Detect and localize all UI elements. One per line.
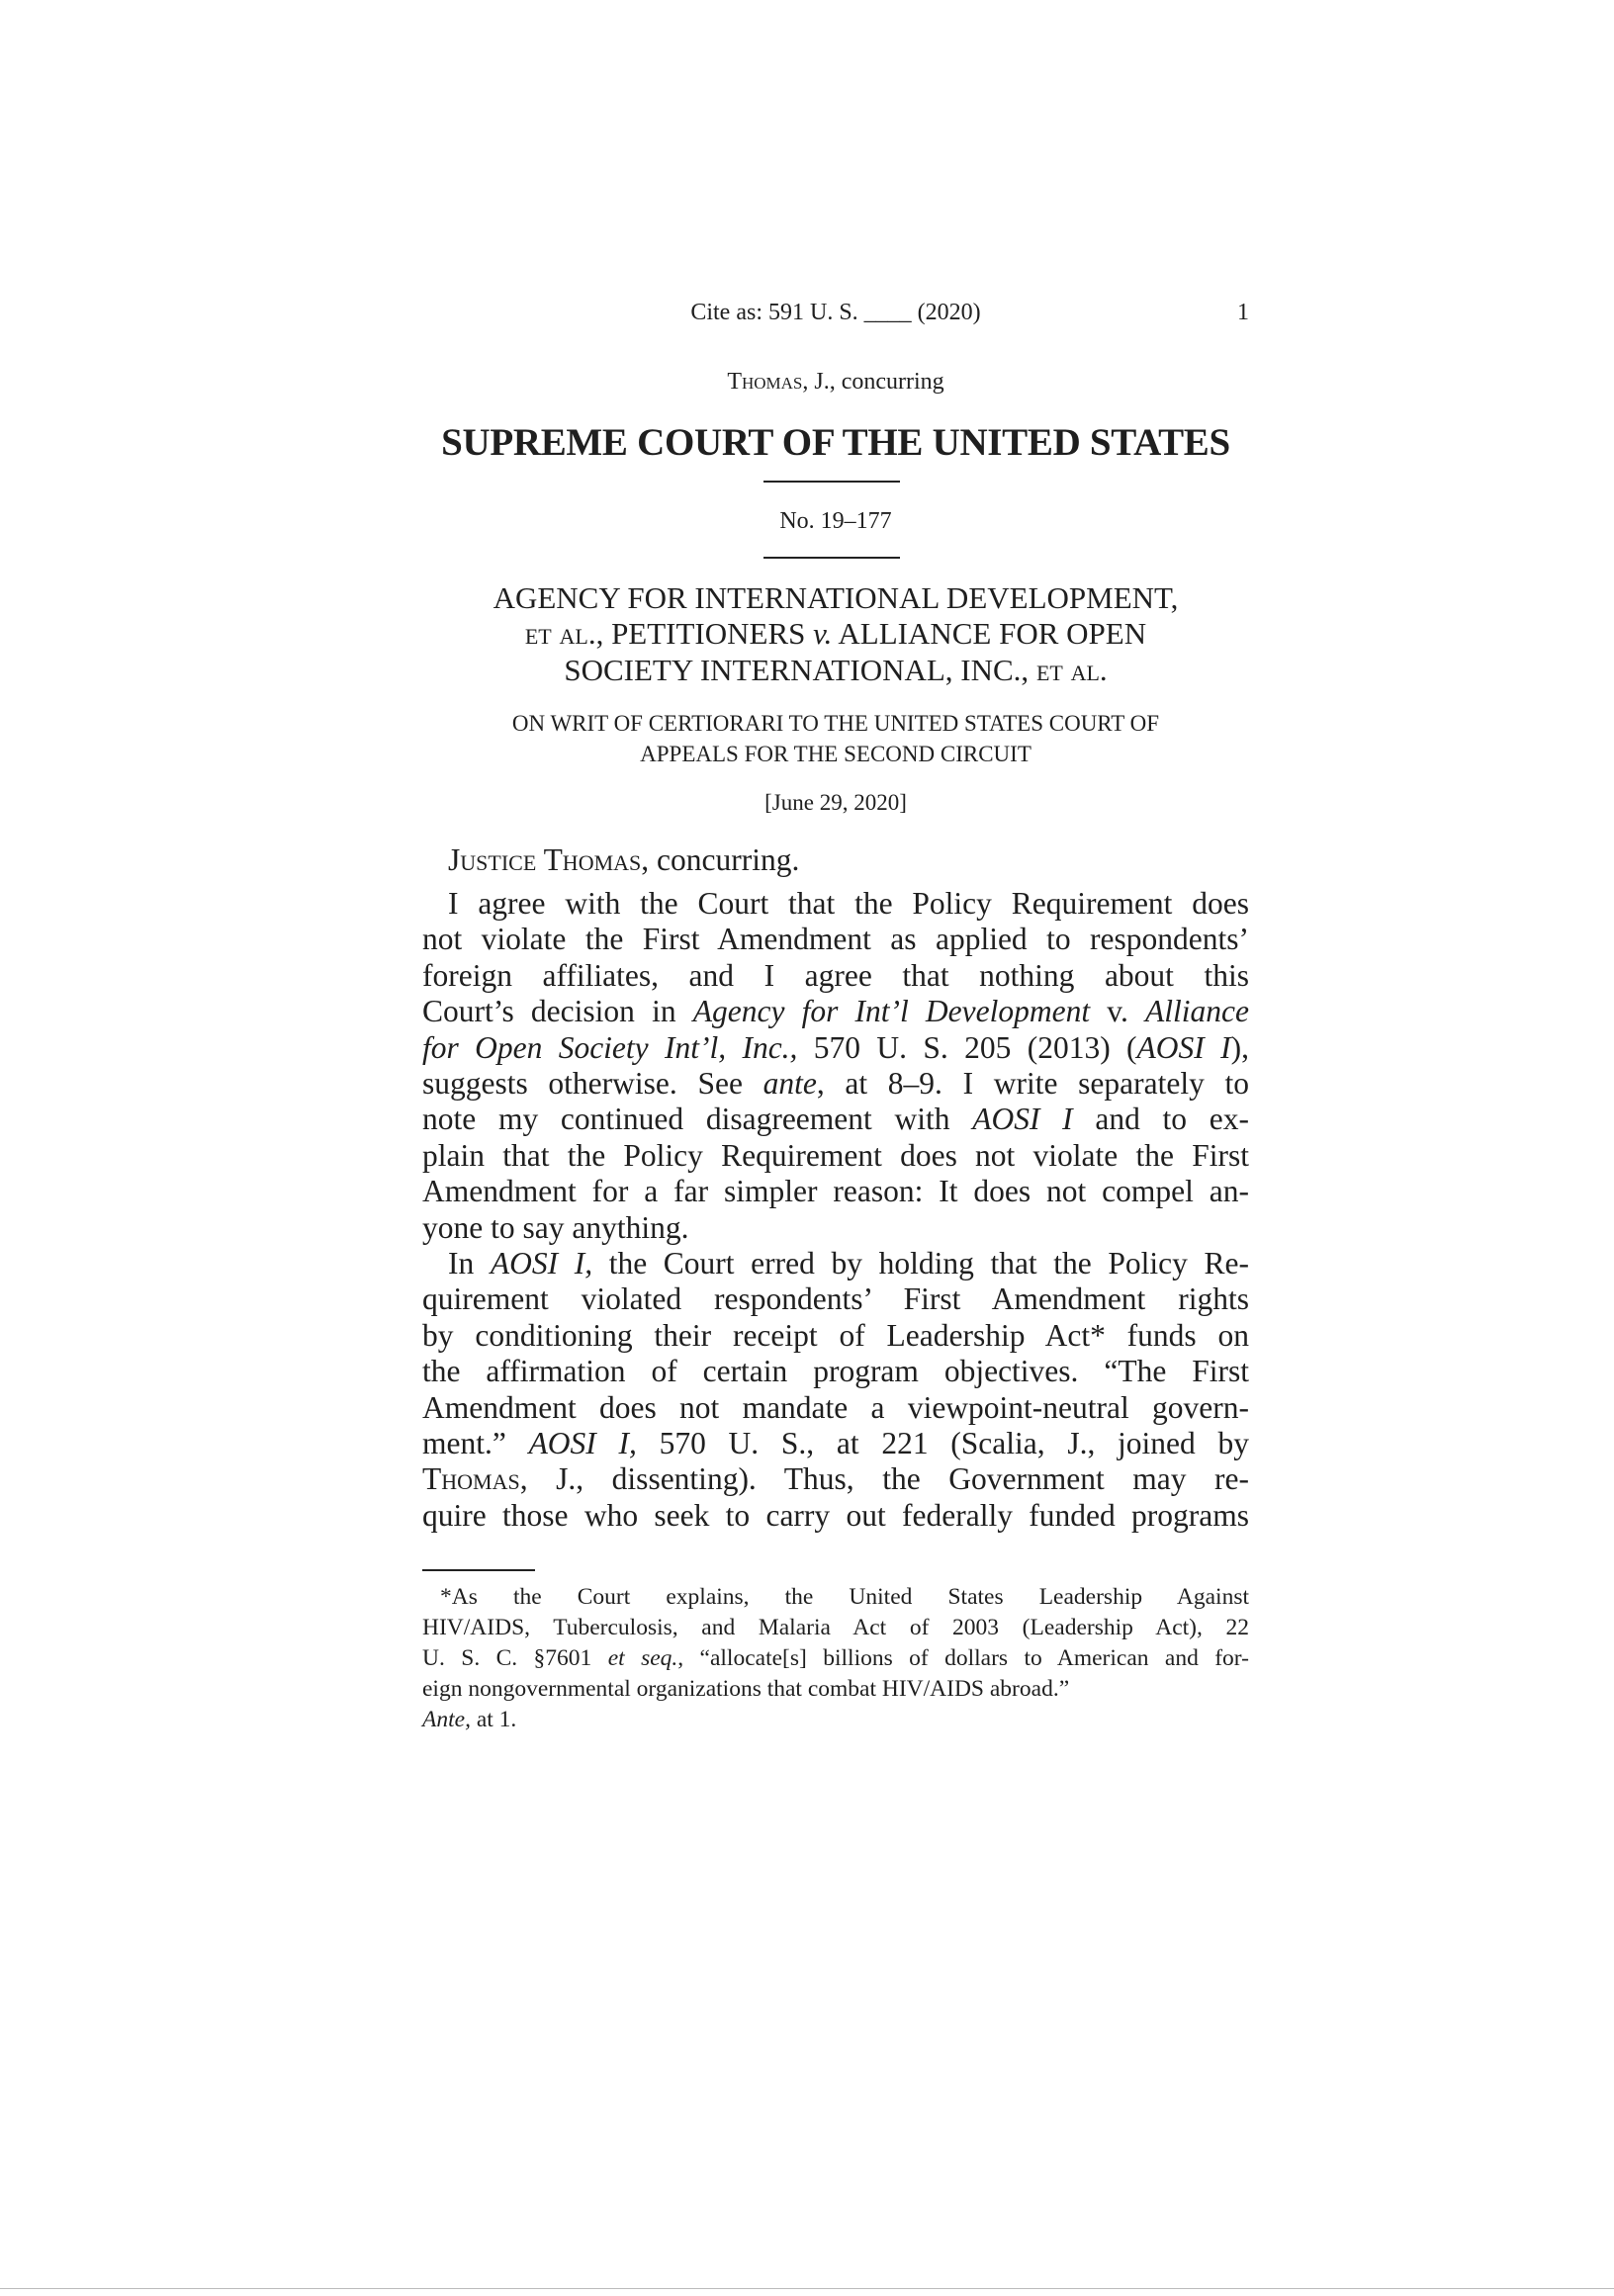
et-al: et al.: [524, 616, 596, 651]
text-segment: ment.”: [422, 1426, 529, 1460]
body-line: [422, 994, 1249, 1029]
opening-text: , concurring.: [641, 842, 800, 877]
text-segment: v.: [1090, 994, 1146, 1029]
docket-number: No. 19–177: [779, 508, 892, 534]
body-line: [422, 1138, 1249, 1174]
et-al: et al.: [1035, 653, 1108, 687]
opinion-type: , J., concurring: [802, 369, 944, 395]
italic-text: for Open Society Int’l, Inc.,: [422, 1029, 798, 1065]
text-segment: , “allocate[s] billions of dollars to American and for-: [677, 1645, 1249, 1671]
italic-text: AOSI I: [972, 1102, 1073, 1137]
body-line: [422, 1390, 1249, 1426]
text-segment: foreign affiliates, and I agree that nothing about this: [422, 957, 1249, 993]
footnote-line: [422, 1613, 1249, 1643]
divider: [763, 481, 900, 483]
text-segment: U. S. C. §7601: [422, 1645, 608, 1671]
text-segment: suggests otherwise. See: [422, 1066, 763, 1101]
text-segment: quirement violated respondents’ First Amendment rights: [422, 1281, 1249, 1317]
text-segment: plain that the Policy Requirement does not violate the First: [422, 1137, 1249, 1173]
text-segment: Amendment for a far simpler reason: It does not compel an-: [422, 1174, 1249, 1209]
case-caption-line: AGENCY FOR INTERNATIONAL DEVELOPMENT,: [493, 580, 1179, 615]
italic-text: Alliance: [1145, 994, 1249, 1029]
court-title: SUPREME COURT OF THE UNITED STATES: [441, 421, 1230, 464]
italic-text: AOSI I: [1136, 1029, 1231, 1065]
text-segment: quire those who seek to carry out federally funded programs: [422, 1497, 1249, 1533]
text-segment: Amendment does not mandate a viewpoint-neutral govern-: [422, 1389, 1249, 1425]
text-segment: I agree with the Court that the Policy Requirement does: [448, 886, 1249, 921]
caption-text: ALLIANCE FOR OPEN: [832, 616, 1147, 651]
text-segment: eign nongovernmental organizations that combat HIV/AIDS abroad.”: [422, 1676, 1070, 1702]
divider: [763, 557, 900, 559]
text-segment: the Court erred by holding that the Policy Re-: [592, 1246, 1249, 1280]
small-caps-text: Thomas: [422, 1461, 520, 1497]
text-segment: note my continued disagreement with: [422, 1102, 973, 1137]
body-line: [422, 1498, 1249, 1534]
italic-text: et seq.: [607, 1645, 678, 1671]
footnote-line: [422, 1643, 1249, 1674]
page-number: 1: [1237, 300, 1249, 325]
body-line: [422, 1102, 1249, 1137]
text-segment: , J., dissenting). Thus, the Government may re-: [519, 1461, 1249, 1497]
decision-date: [June 29, 2020]: [764, 790, 907, 815]
footnote-rule: [422, 1569, 535, 1571]
body-line: [422, 1174, 1249, 1209]
text-segment: , at 8–9. I write separately to: [816, 1066, 1250, 1101]
writ-line: ON WRIT OF CERTIORARI TO THE UNITED STATES COURT OF: [511, 711, 1160, 736]
body-line: [422, 1030, 1249, 1066]
body-line: [422, 1354, 1249, 1389]
caption-text: , PETITIONERS: [595, 616, 814, 651]
body-line: [422, 1066, 1249, 1102]
body-line: [422, 1246, 1249, 1281]
caption-text: SOCIETY INTERNATIONAL, INC.,: [564, 653, 1036, 687]
italic-text: ante: [762, 1066, 817, 1101]
text-segment: the affirmation of certain program objectives. “The First: [422, 1354, 1249, 1389]
scan-edge-line: [0, 2288, 1614, 2289]
text-segment: 570 U. S. 205 (2013) (: [797, 1029, 1137, 1065]
body-line: [422, 1318, 1249, 1354]
justice-name: Justice Thomas: [448, 842, 642, 877]
italic-text: Agency for Int’l Development: [692, 994, 1091, 1029]
writ-line: APPEALS FOR THE SECOND CIRCUIT: [640, 742, 1031, 766]
body-line: [422, 886, 1249, 922]
footnote-line: [422, 1705, 1249, 1735]
text-segment: Court’s decision in: [422, 994, 693, 1029]
text-segment: *As the Court explains, the United States Leadership Against: [440, 1584, 1249, 1610]
italic-text: AOSI I,: [528, 1426, 637, 1460]
body-line: [422, 1210, 1249, 1246]
body-line: [422, 958, 1249, 994]
citation: Cite as: 591 U. S. ____ (2020): [690, 300, 981, 325]
case-caption-line: [422, 653, 1249, 688]
justice-name: Thomas: [727, 369, 803, 395]
case-caption-line: [422, 616, 1249, 652]
text-segment: at 1.: [470, 1707, 517, 1732]
text-segment: HIV/AIDS, Tuberculosis, and Malaria Act of 2003 (Leadership Act), 22: [422, 1615, 1249, 1640]
versus: v.: [813, 616, 833, 651]
opinion-label: [422, 364, 1249, 399]
opening-line: [422, 842, 1249, 878]
italic-text: Ante,: [422, 1707, 471, 1732]
body-line: [422, 1281, 1249, 1317]
footnote-line: [422, 1582, 1249, 1613]
text-segment: 570 U. S., at 221 (Scalia, J., joined by: [636, 1426, 1249, 1460]
text-segment: yone to say anything.: [422, 1209, 689, 1245]
body-line: [422, 922, 1249, 957]
text-segment: In: [448, 1246, 491, 1280]
footnote-line: [422, 1674, 1249, 1705]
text-segment: not violate the First Amendment as applied to respondents’: [422, 922, 1249, 957]
body-line: [422, 1461, 1249, 1497]
text-segment: and to ex-: [1072, 1102, 1249, 1137]
text-segment: by conditioning their receipt of Leadership Act* funds on: [422, 1317, 1249, 1353]
body-line: [422, 1426, 1249, 1461]
italic-text: AOSI I,: [490, 1246, 593, 1280]
text-segment: ),: [1230, 1029, 1249, 1065]
